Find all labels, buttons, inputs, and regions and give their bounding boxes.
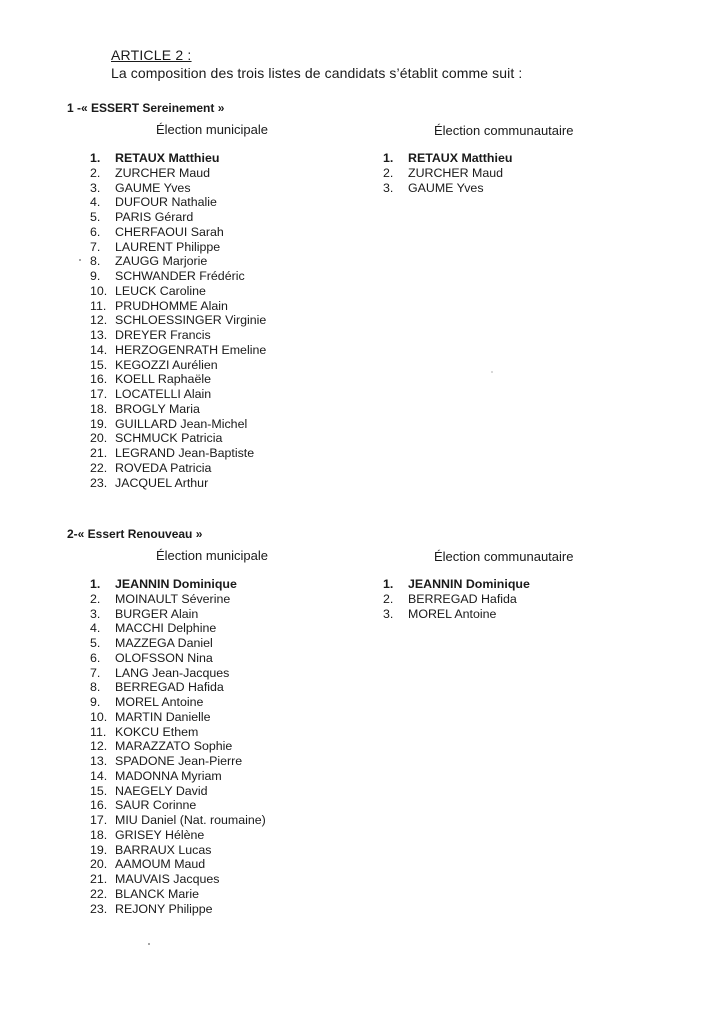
candidate-rank: 13. (90, 754, 108, 768)
candidate-rank: 22. (90, 886, 108, 901)
candidate-rank: 2. (383, 591, 394, 606)
candidate-name: RETAUX Matthieu (408, 151, 513, 165)
candidate-rank: 5. (90, 210, 101, 224)
candidate-item (90, 313, 266, 328)
candidate-item (90, 210, 266, 225)
candidate-rank: 20. (90, 857, 108, 872)
candidate-rank: 18. (90, 827, 108, 842)
list-2-community-heading: Élection communautaire (434, 549, 574, 564)
candidate-name: BROGLY Maria (115, 401, 200, 416)
candidate-item (90, 857, 266, 872)
candidate-name: HERZOGENRATH Emeline (115, 342, 267, 357)
candidate-rank: 21. (90, 446, 108, 460)
candidate-rank: 10. (90, 709, 108, 724)
candidate-name: AAMOUM Maud (115, 857, 206, 872)
candidate-name: SPADONE Jean-Pierre (115, 754, 243, 768)
candidate-rank: 3. (90, 180, 101, 195)
candidate-rank: 8. (90, 254, 101, 269)
candidate-item (90, 195, 266, 210)
candidate-item (90, 225, 266, 240)
candidate-item (90, 725, 266, 740)
candidate-rank: 11. (90, 724, 107, 739)
candidate-rank: 14. (90, 342, 108, 357)
candidate-rank: 7. (90, 665, 101, 680)
candidate-item (90, 577, 266, 592)
candidate-item (383, 592, 530, 607)
candidate-name: LANG Jean-Jacques (115, 665, 230, 680)
candidate-item (90, 358, 266, 373)
candidate-name: MARTIN Danielle (115, 709, 211, 724)
candidate-name: MOREL Antoine (408, 606, 497, 621)
candidate-rank: 2. (383, 165, 394, 180)
list-2-community-candidates (383, 577, 530, 621)
candidate-name: BERREGAD Hafida (115, 680, 224, 695)
candidate-rank: 10. (90, 283, 108, 298)
candidate-item (90, 754, 266, 769)
candidate-rank: 3. (90, 606, 101, 621)
candidate-name: BURGER Alain (115, 606, 199, 621)
candidate-item (90, 872, 266, 887)
candidate-item (90, 343, 266, 358)
candidate-name: LAURENT Philippe (115, 239, 221, 254)
list-1-community-heading: Élection communautaire (434, 123, 574, 138)
candidate-name: MAZZEGA Daniel (115, 636, 213, 650)
candidate-name: ZURCHER Maud (408, 165, 504, 180)
candidate-rank: 19. (90, 842, 108, 857)
candidate-item (90, 461, 266, 476)
candidate-rank: 8. (90, 680, 101, 695)
candidate-item (90, 284, 266, 299)
candidate-item (90, 269, 266, 284)
list-1-community-candidates (383, 151, 512, 195)
candidate-rank: 6. (90, 650, 101, 665)
candidate-item (90, 710, 266, 725)
candidate-name: PRUDHOMME Alain (115, 298, 228, 313)
candidate-name: MIU Daniel (Nat. roumaine) (115, 813, 266, 827)
candidate-name: DREYER Francis (115, 328, 211, 342)
candidate-name: BARRAUX Lucas (115, 842, 212, 857)
candidate-rank: 9. (90, 695, 101, 709)
candidate-rank: 21. (90, 872, 108, 886)
candidate-name: PARIS Gérard (115, 210, 194, 224)
candidate-item (90, 181, 266, 196)
candidate-item (90, 151, 266, 166)
candidate-name: JACQUEL Arthur (115, 475, 209, 490)
candidate-name: KEGOZZI Aurélien (115, 357, 218, 372)
candidate-rank: 17. (90, 387, 108, 401)
list-2-heading: 2-« Essert Renouveau » (67, 527, 203, 541)
candidate-rank: 15. (90, 783, 108, 798)
candidate-item (90, 828, 266, 843)
candidate-item (90, 166, 266, 181)
candidate-name: LOCATELLI Alain (115, 387, 212, 401)
candidate-item (90, 695, 266, 710)
candidate-name: BERREGAD Hafida (408, 591, 517, 606)
list-1-heading: 1 -« ESSERT Sereinement » (67, 101, 225, 115)
candidate-item (90, 680, 266, 695)
candidate-rank: 6. (90, 224, 101, 239)
candidate-rank: 14. (90, 768, 108, 783)
candidate-rank: 19. (90, 416, 108, 431)
candidate-item (90, 666, 266, 681)
candidate-rank: 1. (90, 151, 101, 165)
candidate-item (383, 607, 530, 622)
candidate-rank: 13. (90, 328, 108, 342)
candidate-name: REJONY Philippe (115, 901, 213, 916)
candidate-item (90, 813, 266, 828)
candidate-name: GRISEY Hélène (115, 827, 205, 842)
candidate-name: JEANNIN Dominique (115, 577, 237, 591)
candidate-item (383, 166, 512, 181)
candidate-item (90, 887, 266, 902)
candidate-name: GAUME Yves (408, 180, 484, 195)
candidate-item (383, 151, 512, 166)
candidate-item (383, 577, 530, 592)
candidate-item (90, 476, 266, 491)
candidate-item (90, 446, 266, 461)
candidate-item (90, 431, 266, 446)
candidate-item (90, 902, 266, 917)
candidate-rank: 23. (90, 901, 108, 916)
candidate-name: ZURCHER Maud (115, 165, 211, 180)
candidate-rank: 22. (90, 460, 108, 475)
candidate-rank: 4. (90, 195, 101, 210)
candidate-name: GUILLARD Jean-Michel (115, 416, 248, 431)
candidate-name: LEGRAND Jean-Baptiste (115, 446, 255, 460)
candidate-name: ROVEDA Patricia (115, 460, 212, 475)
candidate-rank: 7. (90, 239, 101, 254)
candidate-name: MADONNA Myriam (115, 768, 222, 783)
candidate-rank: 3. (383, 606, 394, 621)
candidate-name: SCHWANDER Frédéric (115, 269, 245, 283)
candidate-rank: 4. (90, 621, 101, 636)
candidate-rank: 1. (383, 151, 394, 165)
candidate-item (90, 739, 266, 754)
candidate-name: SCHMUCK Patricia (115, 431, 223, 446)
candidate-rank: 2. (90, 591, 101, 606)
scan-speck (148, 943, 150, 945)
list-1-municipal-heading: Élection municipale (156, 122, 269, 137)
candidate-rank: 16. (90, 798, 108, 813)
scan-speck (491, 371, 493, 373)
candidate-name: BLANCK Marie (115, 886, 200, 901)
candidate-name: LEUCK Caroline (115, 283, 206, 298)
candidate-item (90, 621, 266, 636)
list-1-municipal-candidates (90, 151, 266, 490)
candidate-item (90, 417, 266, 432)
candidate-name: MOREL Antoine (115, 695, 204, 709)
candidate-item (90, 402, 266, 417)
candidate-name: JEANNIN Dominique (408, 577, 530, 591)
candidate-rank: 20. (90, 431, 108, 446)
candidate-name: ZAUGG Marjorie (115, 254, 208, 269)
article-intro: La composition des trois listes de candidats s’établit comme suit : (111, 65, 523, 81)
candidate-item (90, 387, 266, 402)
candidate-item (90, 372, 266, 387)
candidate-name: CHERFAOUI Sarah (115, 224, 224, 239)
candidate-item (90, 784, 266, 799)
candidate-name: SAUR Corinne (115, 798, 197, 813)
list-2-municipal-heading: Élection municipale (156, 548, 269, 563)
candidate-rank: 11. (90, 298, 107, 313)
candidate-item (90, 843, 266, 858)
candidate-item (90, 254, 266, 269)
candidate-rank: 1. (90, 577, 101, 591)
candidate-rank: 18. (90, 401, 108, 416)
candidate-rank: 12. (90, 739, 108, 754)
candidate-rank: 2. (90, 165, 101, 180)
candidate-item (90, 636, 266, 651)
candidate-name: MOINAULT Séverine (115, 591, 231, 606)
candidate-rank: 9. (90, 269, 101, 283)
candidate-name: MAUVAIS Jacques (115, 872, 220, 886)
candidate-item (90, 607, 266, 622)
candidate-rank: 1. (383, 577, 394, 591)
candidate-name: KOELL Raphaële (115, 372, 211, 387)
candidate-name: DUFOUR Nathalie (115, 195, 217, 210)
list-2-municipal-candidates (90, 577, 266, 916)
candidate-name: MACCHI Delphine (115, 621, 217, 636)
candidate-rank: 17. (90, 813, 108, 827)
candidate-item (90, 769, 266, 784)
candidate-name: MARAZZATO Sophie (115, 739, 233, 754)
candidate-name: OLOFSSON Nina (115, 650, 213, 665)
candidate-rank: 16. (90, 372, 108, 387)
candidate-rank: 15. (90, 357, 108, 372)
candidate-rank: 3. (383, 180, 394, 195)
candidate-item (90, 798, 266, 813)
candidate-name: RETAUX Matthieu (115, 151, 220, 165)
candidate-item (90, 651, 266, 666)
scan-speck (79, 259, 81, 261)
candidate-item (90, 592, 266, 607)
candidate-name: NAEGELY David (115, 783, 208, 798)
candidate-rank: 23. (90, 475, 108, 490)
candidate-name: KOKCU Ethem (115, 724, 199, 739)
candidate-item (383, 181, 512, 196)
article-title: ARTICLE 2 : (111, 47, 192, 63)
candidate-name: SCHLOESSINGER Virginie (115, 313, 267, 328)
candidate-item (90, 240, 266, 255)
candidate-rank: 5. (90, 636, 101, 650)
candidate-rank: 12. (90, 313, 108, 328)
candidate-item (90, 299, 266, 314)
candidate-item (90, 328, 266, 343)
candidate-name: GAUME Yves (115, 180, 191, 195)
